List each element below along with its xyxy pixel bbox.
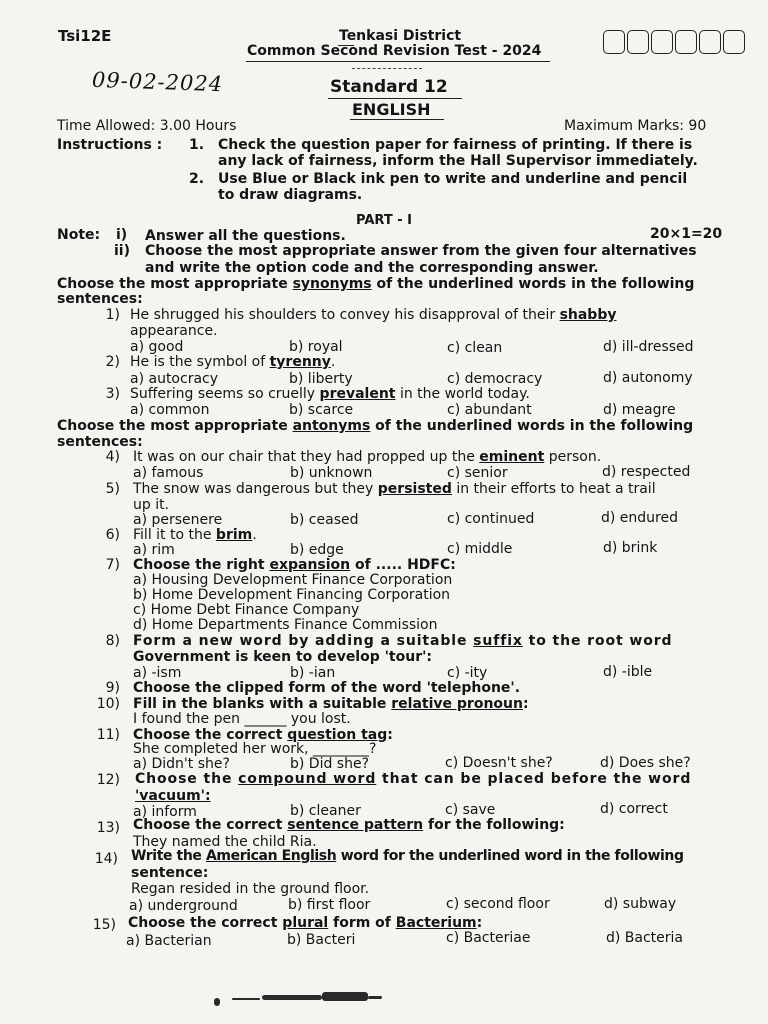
scan-smudge <box>262 995 322 1000</box>
question-text <box>133 696 529 712</box>
option-d: d) subway <box>604 896 677 912</box>
question-keyword: prevalent <box>319 386 396 402</box>
question-keyword: suffix <box>473 633 523 649</box>
question-text <box>130 354 335 370</box>
option-b: b) royal <box>289 339 343 355</box>
question-text: Choose the clipped form of the word 'telephone'. <box>133 680 521 696</box>
heading-text: of the underlined words in the following <box>371 276 695 292</box>
question-text-part: in the world today. <box>395 386 530 402</box>
option-c: c) Bacteriae <box>446 930 531 946</box>
question-text <box>128 915 482 931</box>
question-keyword: plural <box>282 915 329 931</box>
heading-text: Choose the most appropriate <box>57 418 293 434</box>
time-allowed: Time Allowed: 3.00 Hours <box>57 118 237 134</box>
question-text-part: form of <box>328 915 396 931</box>
question-text <box>130 386 530 402</box>
note-text: Answer all the questions. <box>145 228 346 244</box>
question-text <box>130 307 616 323</box>
option-c: c) middle <box>447 541 513 557</box>
section-heading-line2: sentences: <box>57 291 143 307</box>
option-b: b) liberty <box>289 371 353 387</box>
header-dashes <box>352 68 422 69</box>
scan-smudge <box>232 998 260 1000</box>
option-d: d) -ible <box>603 664 653 680</box>
subject-underline <box>350 119 444 120</box>
option-c: c) democracy <box>447 371 543 387</box>
question-text-part: The snow was dangerous but they <box>133 481 378 497</box>
option-d: d) endured <box>601 510 678 526</box>
standard-underline <box>328 98 462 99</box>
question-text-line2: 'vacuum': <box>135 788 211 804</box>
test-name: Common Second Revision Test - 2024 <box>247 43 542 59</box>
question-keyword: relative pronoun <box>391 696 523 712</box>
question-text-part: Write the <box>131 848 206 864</box>
option-b: b) Home Development Financing Corporation <box>133 587 451 603</box>
question-text-part: Form a new word by adding a suitable <box>133 633 474 649</box>
note-label: Note: <box>57 227 101 243</box>
paper-code: Tsi12E <box>58 27 112 45</box>
question-text-part: Choose the correct <box>133 727 288 743</box>
option-b: b) cleaner <box>290 803 361 819</box>
option-b: b) scarce <box>289 402 354 418</box>
option-b: b) first floor <box>288 897 371 913</box>
question-number: 13) <box>96 820 120 836</box>
section-heading-line2: sentences: <box>57 434 143 450</box>
option-c: c) Doesn't she? <box>445 755 553 771</box>
option-d: d) Does she? <box>600 755 691 771</box>
instruction-number: 1. <box>189 137 205 153</box>
note-number: i) <box>116 227 128 243</box>
option-b: b) Did she? <box>290 756 370 772</box>
question-keyword: shabby <box>559 307 617 323</box>
question-keyword: expansion <box>269 557 351 573</box>
option-a: a) inform <box>133 804 197 820</box>
question-text-part: : <box>476 915 483 931</box>
instructions-label: Instructions : <box>57 137 163 153</box>
question-text-part: . <box>252 527 257 543</box>
option-c: c) -ity <box>447 665 488 681</box>
option-c: c) Home Debt Finance Company <box>133 602 360 618</box>
standard-label: Standard 12 <box>330 77 448 97</box>
register-box <box>627 30 649 54</box>
question-number: 11) <box>96 727 120 743</box>
part-title: PART - I <box>356 213 412 228</box>
question-text-part: Choose the correct <box>133 817 288 833</box>
question-text <box>133 481 656 497</box>
question-text-part: to the root word <box>522 633 673 649</box>
question-number: 8) <box>105 633 120 649</box>
question-text-part: for the following: <box>423 817 565 833</box>
heading-keyword: antonyms <box>292 418 371 434</box>
question-text-part: It was on our chair that they had propped up the <box>133 449 480 465</box>
scan-smudge <box>214 998 220 1006</box>
question-text-line2: up it. <box>133 497 170 513</box>
register-box <box>603 30 625 54</box>
register-number-boxes <box>603 30 747 54</box>
handwritten-date: 09-02-2024 <box>91 67 224 97</box>
question-keyword: tyrenny <box>269 354 331 370</box>
question-number: 7) <box>105 557 120 573</box>
question-text <box>133 817 565 833</box>
question-text <box>131 848 684 864</box>
note-number: ii) <box>114 243 130 259</box>
question-text-line2: sentence: <box>131 865 209 881</box>
option-a: a) underground <box>129 898 238 914</box>
section-marks: 20×1=20 <box>650 226 723 242</box>
option-d: d) brink <box>603 540 658 556</box>
question-text-part: : <box>522 696 529 712</box>
register-box <box>699 30 721 54</box>
question-text-part: Suffering seems so cruelly <box>130 386 320 402</box>
instruction-number: 2. <box>189 171 205 187</box>
option-d: d) Home Departments Finance Commission <box>133 617 438 633</box>
option-d: d) Bacteria <box>606 930 684 946</box>
subject-label: ENGLISH <box>352 100 431 119</box>
question-number: 3) <box>105 386 120 402</box>
question-number: 14) <box>94 851 118 867</box>
question-number: 6) <box>105 527 120 543</box>
option-c: c) senior <box>447 465 508 481</box>
option-c: c) continued <box>447 511 535 527</box>
option-a: a) Didn't she? <box>133 756 230 772</box>
question-text-line3: Regan resided in the ground floor. <box>131 881 370 897</box>
question-text-line2: She completed her work, ________? <box>133 741 377 757</box>
section-heading <box>57 418 693 434</box>
option-b: b) ceased <box>290 512 359 528</box>
question-text-part: in their efforts to heat a trail <box>451 481 656 497</box>
question-text-part: person. <box>544 449 602 465</box>
question-keyword: question tag <box>287 727 388 743</box>
question-text-line2: They named the child Ria. <box>133 834 317 850</box>
option-d: d) meagre <box>603 402 676 418</box>
option-a: a) common <box>130 402 210 418</box>
instruction-text: to draw diagrams. <box>218 187 363 203</box>
question-text <box>133 527 257 543</box>
question-text-part: Fill it to the <box>133 527 216 543</box>
instruction-text: Use Blue or Black ink pen to write and underline and pencil <box>218 171 688 187</box>
question-number: 10) <box>96 696 120 712</box>
instruction-text: Check the question paper for fairness of printing. If there is <box>218 137 693 153</box>
option-b: b) unknown <box>290 465 373 481</box>
question-text-part: that can be placed before the word <box>376 771 692 787</box>
question-keyword: persisted <box>377 481 452 497</box>
option-c: c) clean <box>447 340 503 356</box>
option-b: b) Bacteri <box>287 932 356 948</box>
option-c: c) save <box>445 802 496 818</box>
heading-keyword: synonyms <box>292 276 372 292</box>
instruction-text: any lack of fairness, inform the Hall Supervisor immediately. <box>218 153 698 169</box>
district-name: Tenkasi District <box>339 28 462 44</box>
question-text <box>133 557 456 573</box>
question-text-part: Choose the <box>135 771 239 787</box>
question-number: 9) <box>105 680 120 696</box>
question-keyword: sentence pattern <box>287 817 424 833</box>
question-number: 12) <box>96 772 120 788</box>
register-box <box>651 30 673 54</box>
question-text-part: Fill in the blanks with a suitable <box>133 696 392 712</box>
question-keyword: American English <box>206 848 337 864</box>
question-keyword: Bacterium <box>395 915 477 931</box>
question-number: 5) <box>105 481 120 497</box>
option-b: b) edge <box>290 542 344 558</box>
question-text-part: : <box>387 727 393 743</box>
question-text-part: He shrugged his shoulders to convey his disapproval of their <box>130 307 560 323</box>
option-d: d) respected <box>602 464 691 480</box>
question-number: 1) <box>105 307 120 323</box>
question-keyword: eminent <box>479 449 545 465</box>
option-a: a) autocracy <box>130 371 219 387</box>
question-text <box>133 449 601 465</box>
question-text-part: of ..... HDFC: <box>350 557 456 573</box>
question-text-part: Choose the correct <box>128 915 283 931</box>
question-text-part: Choose the right <box>133 557 270 573</box>
scan-smudge <box>368 996 382 999</box>
option-a: a) rim <box>133 542 175 558</box>
question-text-line2: I found the pen ______ you lost. <box>133 711 351 727</box>
section-heading <box>57 276 694 292</box>
option-b: b) -ian <box>290 665 336 681</box>
option-a: a) Bacterian <box>126 933 212 949</box>
register-box <box>675 30 697 54</box>
option-a: a) -ism <box>133 665 182 681</box>
register-box <box>723 30 745 54</box>
question-text-line2: appearance. <box>130 323 218 339</box>
question-text-part: . <box>330 354 336 370</box>
option-a: a) Housing Development Finance Corporation <box>133 572 453 588</box>
option-d: d) autonomy <box>603 370 693 386</box>
question-keyword: compound word <box>238 771 377 787</box>
maximum-marks: Maximum Marks: 90 <box>564 118 707 134</box>
question-text <box>135 771 691 787</box>
question-text <box>133 633 672 649</box>
option-a: a) good <box>130 339 184 355</box>
note-text: and write the option code and the corresponding answer. <box>145 260 599 276</box>
heading-text: Choose the most appropriate <box>57 276 293 292</box>
option-a: a) persenere <box>133 512 223 528</box>
question-text-line2: Government is keen to develop 'tour': <box>133 649 432 665</box>
option-c: c) second floor <box>446 896 550 912</box>
scan-smudge <box>322 992 368 1001</box>
note-text: Choose the most appropriate answer from the given four alternatives <box>145 243 697 259</box>
question-number: 4) <box>105 449 120 465</box>
heading-text: of the underlined words in the following <box>370 418 694 434</box>
question-text-part: He is the symbol of <box>130 354 270 370</box>
question-text-part: word for the underlined word in the following <box>336 848 684 864</box>
option-a: a) famous <box>133 465 204 481</box>
question-number: 2) <box>105 354 120 370</box>
question-keyword: brim <box>215 527 253 543</box>
question-number: 15) <box>92 917 116 933</box>
test-name-underline <box>246 61 550 62</box>
option-c: c) abundant <box>447 402 532 418</box>
option-d: d) correct <box>600 801 668 817</box>
option-d: d) ill-dressed <box>603 339 694 355</box>
